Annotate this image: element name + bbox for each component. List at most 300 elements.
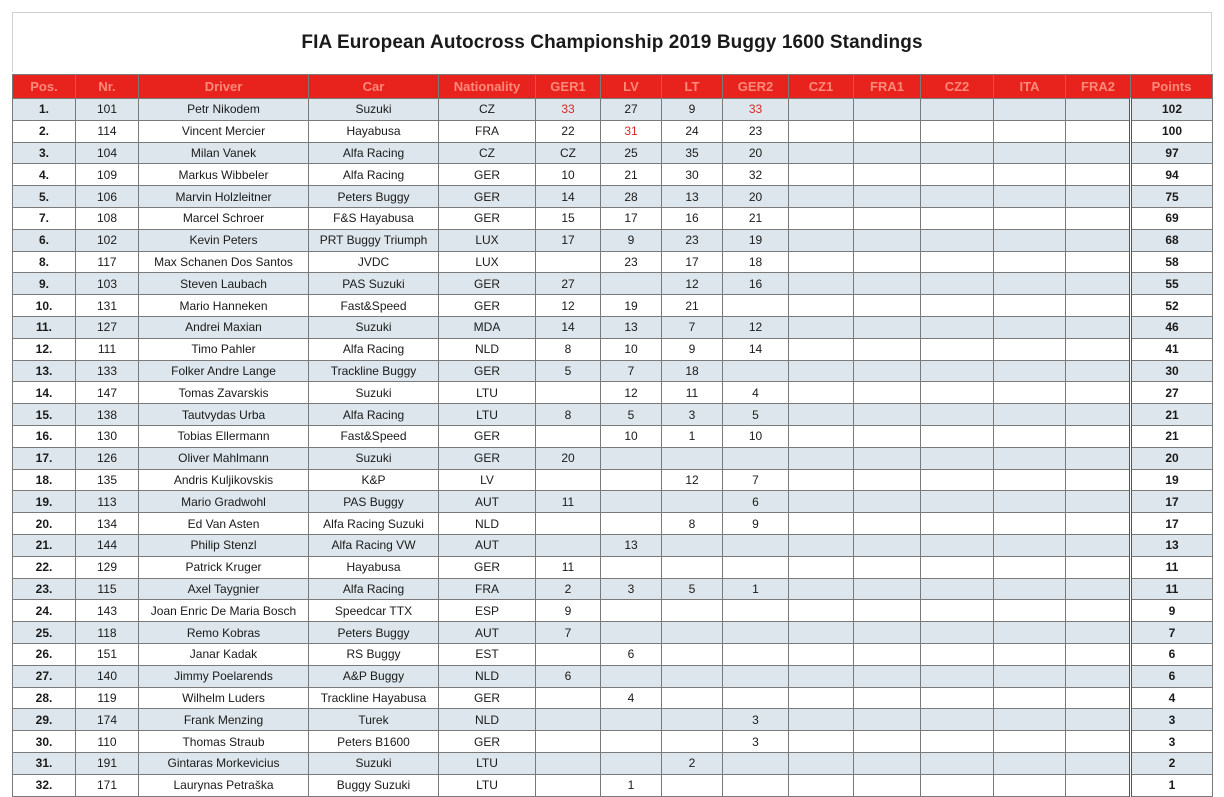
cell-fra1	[854, 404, 921, 426]
cell-cz2	[921, 469, 994, 491]
cell-ger2: 16	[723, 273, 789, 295]
cell-pos: 13.	[13, 360, 76, 382]
cell-nr: 108	[76, 207, 139, 229]
cell-cz2	[921, 447, 994, 469]
cell-fra2	[1066, 404, 1131, 426]
cell-ger1	[536, 774, 601, 796]
cell-ger1	[536, 513, 601, 535]
cell-ita	[994, 99, 1066, 121]
table-row	[13, 622, 1213, 644]
cell-cz1	[789, 513, 854, 535]
cell-cz2	[921, 622, 994, 644]
cell-lt: 21	[662, 295, 723, 317]
cell-lt: 9	[662, 99, 723, 121]
table-row	[13, 469, 1213, 491]
cell-lv: 4	[601, 687, 662, 709]
cell-cz2	[921, 120, 994, 142]
cell-nr: 114	[76, 120, 139, 142]
cell-points: 21	[1131, 404, 1213, 426]
cell-ita	[994, 534, 1066, 556]
cell-cz1	[789, 229, 854, 251]
cell-ita	[994, 447, 1066, 469]
cell-cz2	[921, 142, 994, 164]
cell-nationality: GER	[439, 425, 536, 447]
cell-pos: 20.	[13, 513, 76, 535]
cell-cz2	[921, 273, 994, 295]
table-row	[13, 752, 1213, 774]
cell-ger1	[536, 687, 601, 709]
cell-cz1	[789, 142, 854, 164]
cell-cz1	[789, 207, 854, 229]
cell-fra1	[854, 229, 921, 251]
cell-ger1: 5	[536, 360, 601, 382]
cell-fra2	[1066, 600, 1131, 622]
cell-driver: Andrei Maxian	[139, 316, 309, 338]
cell-lt	[662, 643, 723, 665]
cell-car: Hayabusa	[309, 556, 439, 578]
cell-ger2: 4	[723, 382, 789, 404]
cell-car: Alfa Racing	[309, 142, 439, 164]
cell-ger1	[536, 382, 601, 404]
column-header-driver: Driver	[139, 75, 309, 99]
cell-driver: Markus Wibbeler	[139, 164, 309, 186]
cell-nr: 127	[76, 316, 139, 338]
cell-points: 27	[1131, 382, 1213, 404]
cell-cz1	[789, 774, 854, 796]
cell-pos: 10.	[13, 295, 76, 317]
cell-car: PAS Buggy	[309, 491, 439, 513]
cell-nr: 144	[76, 534, 139, 556]
cell-nr: 171	[76, 774, 139, 796]
cell-ita	[994, 186, 1066, 208]
cell-lt: 12	[662, 469, 723, 491]
cell-cz1	[789, 404, 854, 426]
cell-points: 6	[1131, 643, 1213, 665]
table-row	[13, 491, 1213, 513]
cell-lv: 19	[601, 295, 662, 317]
cell-nr: 191	[76, 752, 139, 774]
cell-nationality: GER	[439, 447, 536, 469]
cell-cz2	[921, 534, 994, 556]
table-body	[13, 99, 1213, 797]
cell-nationality: LUX	[439, 229, 536, 251]
cell-nr: 110	[76, 731, 139, 753]
cell-nationality: GER	[439, 207, 536, 229]
cell-nationality: NLD	[439, 709, 536, 731]
cell-fra2	[1066, 447, 1131, 469]
cell-lv: 13	[601, 316, 662, 338]
cell-lv: 3	[601, 578, 662, 600]
cell-lv: 7	[601, 360, 662, 382]
cell-ger1: CZ	[536, 142, 601, 164]
cell-points: 19	[1131, 469, 1213, 491]
cell-ita	[994, 229, 1066, 251]
cell-ger1: 11	[536, 556, 601, 578]
cell-pos: 30.	[13, 731, 76, 753]
cell-driver: Milan Vanek	[139, 142, 309, 164]
cell-ita	[994, 120, 1066, 142]
cell-lt: 3	[662, 404, 723, 426]
column-header-ita: ITA	[994, 75, 1066, 99]
cell-driver: Laurynas Petraška	[139, 774, 309, 796]
cell-car: K&P	[309, 469, 439, 491]
column-header-nationality: Nationality	[439, 75, 536, 99]
cell-lt: 30	[662, 164, 723, 186]
cell-fra2	[1066, 709, 1131, 731]
cell-cz2	[921, 186, 994, 208]
cell-nationality: MDA	[439, 316, 536, 338]
cell-cz2	[921, 643, 994, 665]
table-row	[13, 186, 1213, 208]
cell-fra2	[1066, 665, 1131, 687]
cell-fra2	[1066, 774, 1131, 796]
cell-fra1	[854, 709, 921, 731]
cell-cz1	[789, 469, 854, 491]
cell-nationality: AUT	[439, 534, 536, 556]
cell-cz1	[789, 360, 854, 382]
cell-nr: 115	[76, 578, 139, 600]
cell-fra2	[1066, 534, 1131, 556]
cell-cz1	[789, 338, 854, 360]
cell-driver: Frank Menzing	[139, 709, 309, 731]
cell-lt: 12	[662, 273, 723, 295]
cell-lt: 35	[662, 142, 723, 164]
cell-ita	[994, 295, 1066, 317]
cell-pos: 7.	[13, 207, 76, 229]
cell-ita	[994, 251, 1066, 273]
cell-driver: Vincent Mercier	[139, 120, 309, 142]
cell-nationality: NLD	[439, 513, 536, 535]
cell-nr: 134	[76, 513, 139, 535]
cell-lt: 2	[662, 752, 723, 774]
cell-nationality: GER	[439, 731, 536, 753]
cell-fra2	[1066, 622, 1131, 644]
table-row	[13, 578, 1213, 600]
cell-lv	[601, 709, 662, 731]
cell-fra2	[1066, 731, 1131, 753]
cell-ger2: 10	[723, 425, 789, 447]
cell-cz1	[789, 752, 854, 774]
cell-points: 97	[1131, 142, 1213, 164]
cell-points: 102	[1131, 99, 1213, 121]
cell-ger2	[723, 665, 789, 687]
column-header-pos: Pos.	[13, 75, 76, 99]
cell-ger2: 6	[723, 491, 789, 513]
cell-pos: 15.	[13, 404, 76, 426]
cell-cz1	[789, 709, 854, 731]
cell-nr: 119	[76, 687, 139, 709]
cell-ger2: 14	[723, 338, 789, 360]
cell-lv: 21	[601, 164, 662, 186]
cell-fra1	[854, 360, 921, 382]
cell-lt	[662, 622, 723, 644]
cell-nr: 135	[76, 469, 139, 491]
cell-driver: Folker Andre Lange	[139, 360, 309, 382]
cell-lv: 5	[601, 404, 662, 426]
cell-nationality: LTU	[439, 752, 536, 774]
cell-fra2	[1066, 752, 1131, 774]
cell-fra1	[854, 687, 921, 709]
cell-car: Suzuki	[309, 99, 439, 121]
cell-ger1	[536, 709, 601, 731]
cell-ger1	[536, 469, 601, 491]
cell-cz1	[789, 164, 854, 186]
cell-nationality: NLD	[439, 665, 536, 687]
cell-lv	[601, 752, 662, 774]
cell-points: 20	[1131, 447, 1213, 469]
cell-fra1	[854, 251, 921, 273]
cell-fra2	[1066, 382, 1131, 404]
cell-ger1: 11	[536, 491, 601, 513]
cell-ger1: 12	[536, 295, 601, 317]
cell-ger1	[536, 731, 601, 753]
cell-nr: 151	[76, 643, 139, 665]
cell-cz1	[789, 731, 854, 753]
cell-driver: Philip Stenzl	[139, 534, 309, 556]
cell-lv	[601, 600, 662, 622]
cell-ger2: 21	[723, 207, 789, 229]
cell-car: Peters Buggy	[309, 622, 439, 644]
cell-cz2	[921, 99, 994, 121]
cell-driver: Gintaras Morkevicius	[139, 752, 309, 774]
cell-driver: Oliver Mahlmann	[139, 447, 309, 469]
cell-lt: 1	[662, 425, 723, 447]
cell-points: 13	[1131, 534, 1213, 556]
cell-nr: 126	[76, 447, 139, 469]
column-header-points: Points	[1131, 75, 1213, 99]
cell-cz2	[921, 491, 994, 513]
cell-points: 4	[1131, 687, 1213, 709]
cell-ger1	[536, 534, 601, 556]
cell-ger1: 20	[536, 447, 601, 469]
cell-nationality: AUT	[439, 622, 536, 644]
cell-fra1	[854, 491, 921, 513]
cell-ger1: 10	[536, 164, 601, 186]
cell-car: Trackline Hayabusa	[309, 687, 439, 709]
cell-cz2	[921, 731, 994, 753]
cell-ita	[994, 578, 1066, 600]
cell-lv: 31	[601, 120, 662, 142]
cell-car: A&P Buggy	[309, 665, 439, 687]
cell-ita	[994, 731, 1066, 753]
cell-lv: 10	[601, 338, 662, 360]
column-header-ger2: GER2	[723, 75, 789, 99]
cell-fra1	[854, 186, 921, 208]
cell-cz1	[789, 295, 854, 317]
cell-points: 46	[1131, 316, 1213, 338]
cell-driver: Steven Laubach	[139, 273, 309, 295]
cell-cz2	[921, 709, 994, 731]
cell-lv: 25	[601, 142, 662, 164]
cell-ger1: 33	[536, 99, 601, 121]
cell-ita	[994, 643, 1066, 665]
cell-nationality: GER	[439, 556, 536, 578]
cell-fra2	[1066, 229, 1131, 251]
cell-ger1: 9	[536, 600, 601, 622]
cell-car: Alfa Racing	[309, 164, 439, 186]
cell-ger1: 6	[536, 665, 601, 687]
cell-fra1	[854, 556, 921, 578]
cell-driver: Marvin Holzleitner	[139, 186, 309, 208]
table-row	[13, 207, 1213, 229]
cell-fra1	[854, 164, 921, 186]
cell-lt	[662, 491, 723, 513]
cell-nr: 113	[76, 491, 139, 513]
cell-nr: 138	[76, 404, 139, 426]
cell-nationality: LTU	[439, 382, 536, 404]
cell-nr: 118	[76, 622, 139, 644]
table-row	[13, 513, 1213, 535]
column-header-nr: Nr.	[76, 75, 139, 99]
table-row	[13, 404, 1213, 426]
cell-ger2: 19	[723, 229, 789, 251]
cell-driver: Petr Nikodem	[139, 99, 309, 121]
cell-fra2	[1066, 251, 1131, 273]
cell-lt	[662, 447, 723, 469]
cell-nationality: FRA	[439, 578, 536, 600]
table-row	[13, 731, 1213, 753]
cell-nr: 103	[76, 273, 139, 295]
cell-lv: 13	[601, 534, 662, 556]
cell-points: 55	[1131, 273, 1213, 295]
cell-driver: Timo Pahler	[139, 338, 309, 360]
cell-fra2	[1066, 469, 1131, 491]
cell-pos: 11.	[13, 316, 76, 338]
cell-lt: 17	[662, 251, 723, 273]
cell-points: 11	[1131, 556, 1213, 578]
cell-lv	[601, 273, 662, 295]
cell-nr: 140	[76, 665, 139, 687]
cell-ita	[994, 556, 1066, 578]
cell-pos: 26.	[13, 643, 76, 665]
cell-ger2: 3	[723, 709, 789, 731]
column-header-ger1: GER1	[536, 75, 601, 99]
cell-ita	[994, 164, 1066, 186]
cell-pos: 16.	[13, 425, 76, 447]
table-row	[13, 316, 1213, 338]
cell-lv	[601, 447, 662, 469]
cell-driver: Wilhelm Luders	[139, 687, 309, 709]
cell-nr: 109	[76, 164, 139, 186]
cell-fra1	[854, 447, 921, 469]
cell-ita	[994, 709, 1066, 731]
cell-car: Suzuki	[309, 382, 439, 404]
cell-ita	[994, 491, 1066, 513]
cell-ita	[994, 382, 1066, 404]
cell-lt: 18	[662, 360, 723, 382]
cell-pos: 23.	[13, 578, 76, 600]
cell-ita	[994, 622, 1066, 644]
cell-nr: 129	[76, 556, 139, 578]
cell-lv: 28	[601, 186, 662, 208]
cell-points: 30	[1131, 360, 1213, 382]
cell-pos: 1.	[13, 99, 76, 121]
table-row	[13, 687, 1213, 709]
cell-cz1	[789, 447, 854, 469]
cell-ger1	[536, 251, 601, 273]
cell-pos: 19.	[13, 491, 76, 513]
cell-fra1	[854, 600, 921, 622]
cell-lv: 10	[601, 425, 662, 447]
cell-ger1: 7	[536, 622, 601, 644]
cell-nr: 130	[76, 425, 139, 447]
cell-fra2	[1066, 687, 1131, 709]
cell-nr: 111	[76, 338, 139, 360]
cell-nationality: EST	[439, 643, 536, 665]
cell-fra1	[854, 578, 921, 600]
cell-ger2	[723, 643, 789, 665]
table-row	[13, 665, 1213, 687]
cell-cz2	[921, 251, 994, 273]
cell-driver: Tobias Ellermann	[139, 425, 309, 447]
cell-nr: 117	[76, 251, 139, 273]
cell-points: 94	[1131, 164, 1213, 186]
cell-pos: 31.	[13, 752, 76, 774]
cell-ger2: 12	[723, 316, 789, 338]
table-row	[13, 556, 1213, 578]
cell-ita	[994, 752, 1066, 774]
cell-car: Peters B1600	[309, 731, 439, 753]
cell-cz2	[921, 338, 994, 360]
cell-ger2: 3	[723, 731, 789, 753]
cell-ger1: 15	[536, 207, 601, 229]
cell-points: 11	[1131, 578, 1213, 600]
cell-ita	[994, 316, 1066, 338]
cell-lt	[662, 556, 723, 578]
cell-ita	[994, 273, 1066, 295]
cell-pos: 27.	[13, 665, 76, 687]
cell-driver: Kevin Peters	[139, 229, 309, 251]
cell-ita	[994, 142, 1066, 164]
cell-lv	[601, 556, 662, 578]
table-row	[13, 338, 1213, 360]
cell-car: Suzuki	[309, 316, 439, 338]
cell-car: F&S Hayabusa	[309, 207, 439, 229]
cell-nationality: CZ	[439, 142, 536, 164]
cell-cz2	[921, 687, 994, 709]
cell-lt	[662, 534, 723, 556]
cell-ger1: 27	[536, 273, 601, 295]
cell-ita	[994, 774, 1066, 796]
cell-cz2	[921, 425, 994, 447]
cell-cz2	[921, 382, 994, 404]
cell-cz2	[921, 229, 994, 251]
cell-car: Fast&Speed	[309, 295, 439, 317]
cell-cz1	[789, 665, 854, 687]
cell-car: Alfa Racing	[309, 404, 439, 426]
cell-fra1	[854, 207, 921, 229]
cell-lt	[662, 687, 723, 709]
table-row	[13, 709, 1213, 731]
cell-fra2	[1066, 491, 1131, 513]
cell-car: Alfa Racing	[309, 578, 439, 600]
cell-pos: 25.	[13, 622, 76, 644]
cell-fra1	[854, 622, 921, 644]
cell-driver: Patrick Kruger	[139, 556, 309, 578]
cell-nr: 102	[76, 229, 139, 251]
cell-lv: 27	[601, 99, 662, 121]
cell-fra2	[1066, 360, 1131, 382]
cell-ger2: 20	[723, 142, 789, 164]
cell-cz1	[789, 534, 854, 556]
cell-ita	[994, 360, 1066, 382]
cell-ger2: 33	[723, 99, 789, 121]
cell-fra1	[854, 752, 921, 774]
table-row	[13, 295, 1213, 317]
cell-lv	[601, 491, 662, 513]
cell-lv: 17	[601, 207, 662, 229]
cell-car: Turek	[309, 709, 439, 731]
